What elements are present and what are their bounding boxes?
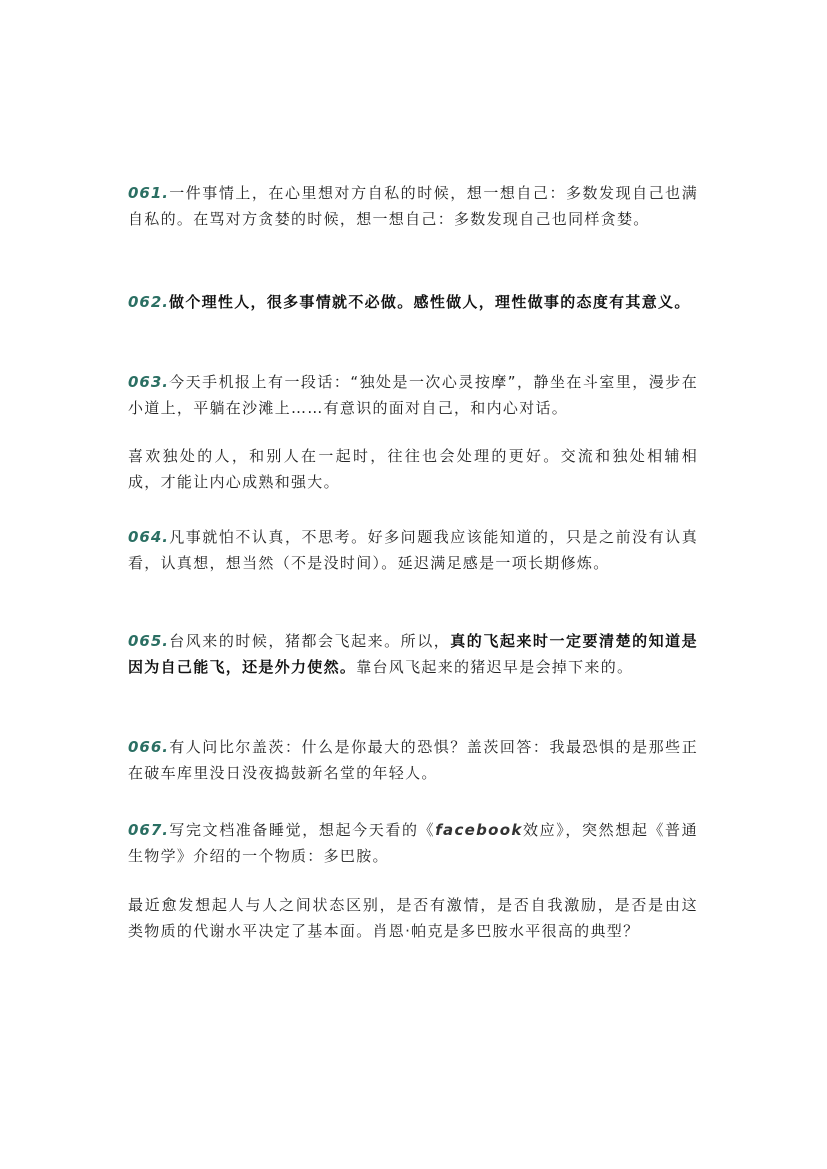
entry-text: 一件事情上，在心里想对方自私的时候，想一想自己：多数发现自己也满自私的。在骂对方贪婪的时候，想一想自己：多数发现自己也同样贪婪。 (128, 184, 698, 228)
entry-number: 066. (128, 738, 170, 756)
entry-followup-text: 喜欢独处的人，和别人在一起时，往往也会处理的更好。交流和独处相辅相成，才能让内心成熟和强大。 (128, 447, 698, 491)
entry-number: 067. (128, 821, 170, 839)
entry-061 (128, 180, 698, 232)
entry-number: 064. (128, 528, 170, 546)
entry-text-before: 台风来的时候，猪都会飞起来。所以， (169, 632, 451, 650)
entry-number: 061. (128, 184, 170, 202)
entry-text: 今天手机报上有一段话：“独处是一次心灵按摩”，静坐在斗室里，漫步在小道上，平躺在沙滩上……有意识的面对自己，和内心对话。 (128, 373, 698, 417)
entry-067 (128, 817, 698, 869)
entry-067-followup (128, 892, 698, 944)
entry-065 (128, 628, 698, 680)
entry-text-before: 写完文档准备睡觉，想起今天看的《 (169, 821, 436, 839)
entry-text-after: 效应》，突然想起《普通生物学》介绍的一个物质：多巴胺。 (128, 821, 698, 865)
entry-followup-text: 最近愈发想起人与人之间状态区别，是否有激情，是否自我激励，是否是由这类物质的代谢水平决定了基本面。肖恩·帕克是多巴胺水平很高的典型？ (128, 896, 698, 940)
entry-063-followup (128, 443, 698, 495)
entry-number: 065. (128, 632, 170, 650)
entry-text: 有人问比尔盖茨：什么是你最大的恐惧？盖茨回答：我最恐惧的是那些正在破车库里没日没夜捣鼓新名堂的年轻人。 (128, 738, 698, 782)
entry-text: 凡事就怕不认真，不思考。好多问题我应该能知道的，只是之前没有认真看，认真想，想当然（不是没时间）。延迟满足感是一项长期修炼。 (128, 528, 698, 572)
entry-text-italic: facebook (435, 821, 523, 839)
entry-064 (128, 524, 698, 576)
entry-063 (128, 369, 698, 421)
entry-text-after: 靠台风飞起来的猪迟早是会掉下来的。 (356, 658, 634, 676)
entry-062 (128, 289, 698, 315)
entry-066 (128, 734, 698, 786)
entry-text-emphasis: 真的飞起来时一定要清楚的知道是因为自己能飞，还是外力使然。 (128, 632, 698, 676)
entry-number: 063. (128, 373, 170, 391)
entry-number: 062. (128, 293, 170, 311)
entry-text: 做个理性人，很多事情就不必做。感性做人，理性做事的态度有其意义。 (169, 293, 691, 311)
